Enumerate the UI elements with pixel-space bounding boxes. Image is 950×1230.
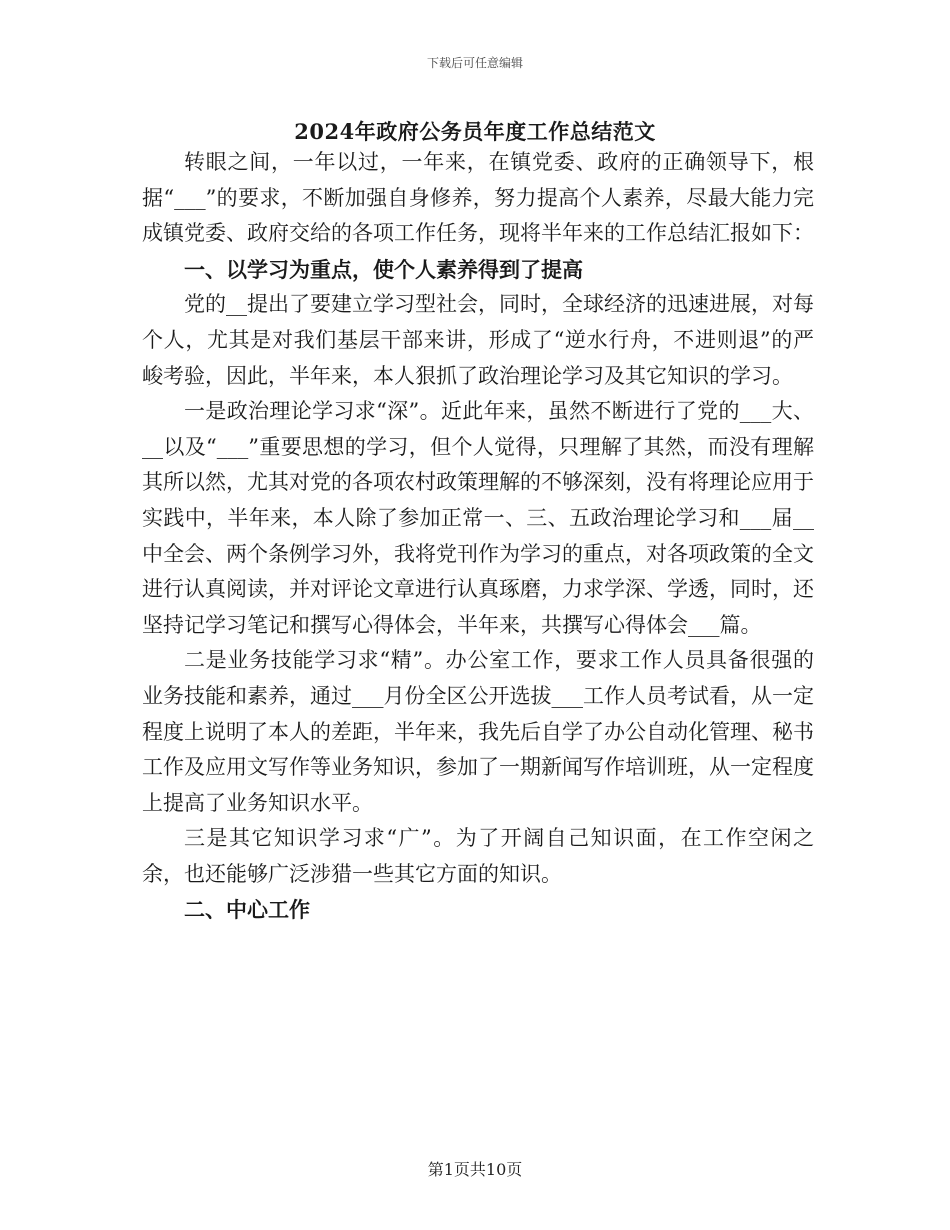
page-number: 第1页共10页 [427, 1160, 523, 1179]
business-skills-paragraph: 二是业务技能学习求“精”。办公室工作，要求工作人员具备很强的业务技能和素养，通过___月份全区公开选拔___工作人员考试看，从一定程度上说明了本人的差距，半年来，我先后自学了办公自动化管理、秘书工作及应用文写作等业务知识，参加了一期新闻写作培训班，从一定程度上提高了业务知识水平。 [142, 648, 814, 815]
document-title: 2024年政府公务员年度工作总结范文 [294, 119, 656, 144]
political-theory-paragraph: 一是政治理论学习求“深”。近此年来，虽然不断进行了党的___大、__以及“___”重要思想的学习，但个人觉得，只理解了其然，而没有理解其所以然，尤其对党的各项农村政策理解的不够深刻，没有将理论应用于实践中，半年来，本人除了参加正常一、三、五政治理论学习和___届__中全会、两个条例学习外，我将党刊作为学习的重点，对各项政策的全文进行认真阅读，并对评论文章进行认真琢磨，力求学深、学透，同时，还坚持记学习笔记和撰写心得体会，半年来，共撰写心得体会___篇。 [142, 399, 814, 637]
section-heading-study: 一、以学习为重点，使个人素养得到了提高 [184, 256, 583, 282]
page-header-note: 下载后可任意编辑 [426, 56, 523, 70]
document-body [142, 145, 814, 928]
other-knowledge-paragraph: 三是其它知识学习求“广”。为了开阔自己知识面，在工作空闲之余，也还能够广泛涉猎一些其它方面的知识。 [142, 826, 814, 886]
intro-paragraph: 转眼之间，一年以过，一年来，在镇党委、政府的正确领导下，根据“___”的要求，不断加强自身修养，努力提高个人素养，尽最大能力完成镇党委、政府交给的各项工作任务，现将半年来的工作总结汇报如下： [142, 150, 814, 246]
study-paragraph: 党的__提出了要建立学习型社会，同时，全球经济的迅速进展，对每个人，尤其是对我们基层干部来讲，形成了“逆水行舟，不进则退”的严峻考验，因此，半年来，本人狠抓了政治理论学习及其它知识的学习。 [142, 292, 814, 388]
section-heading-central-work: 二、中心工作 [184, 897, 310, 923]
